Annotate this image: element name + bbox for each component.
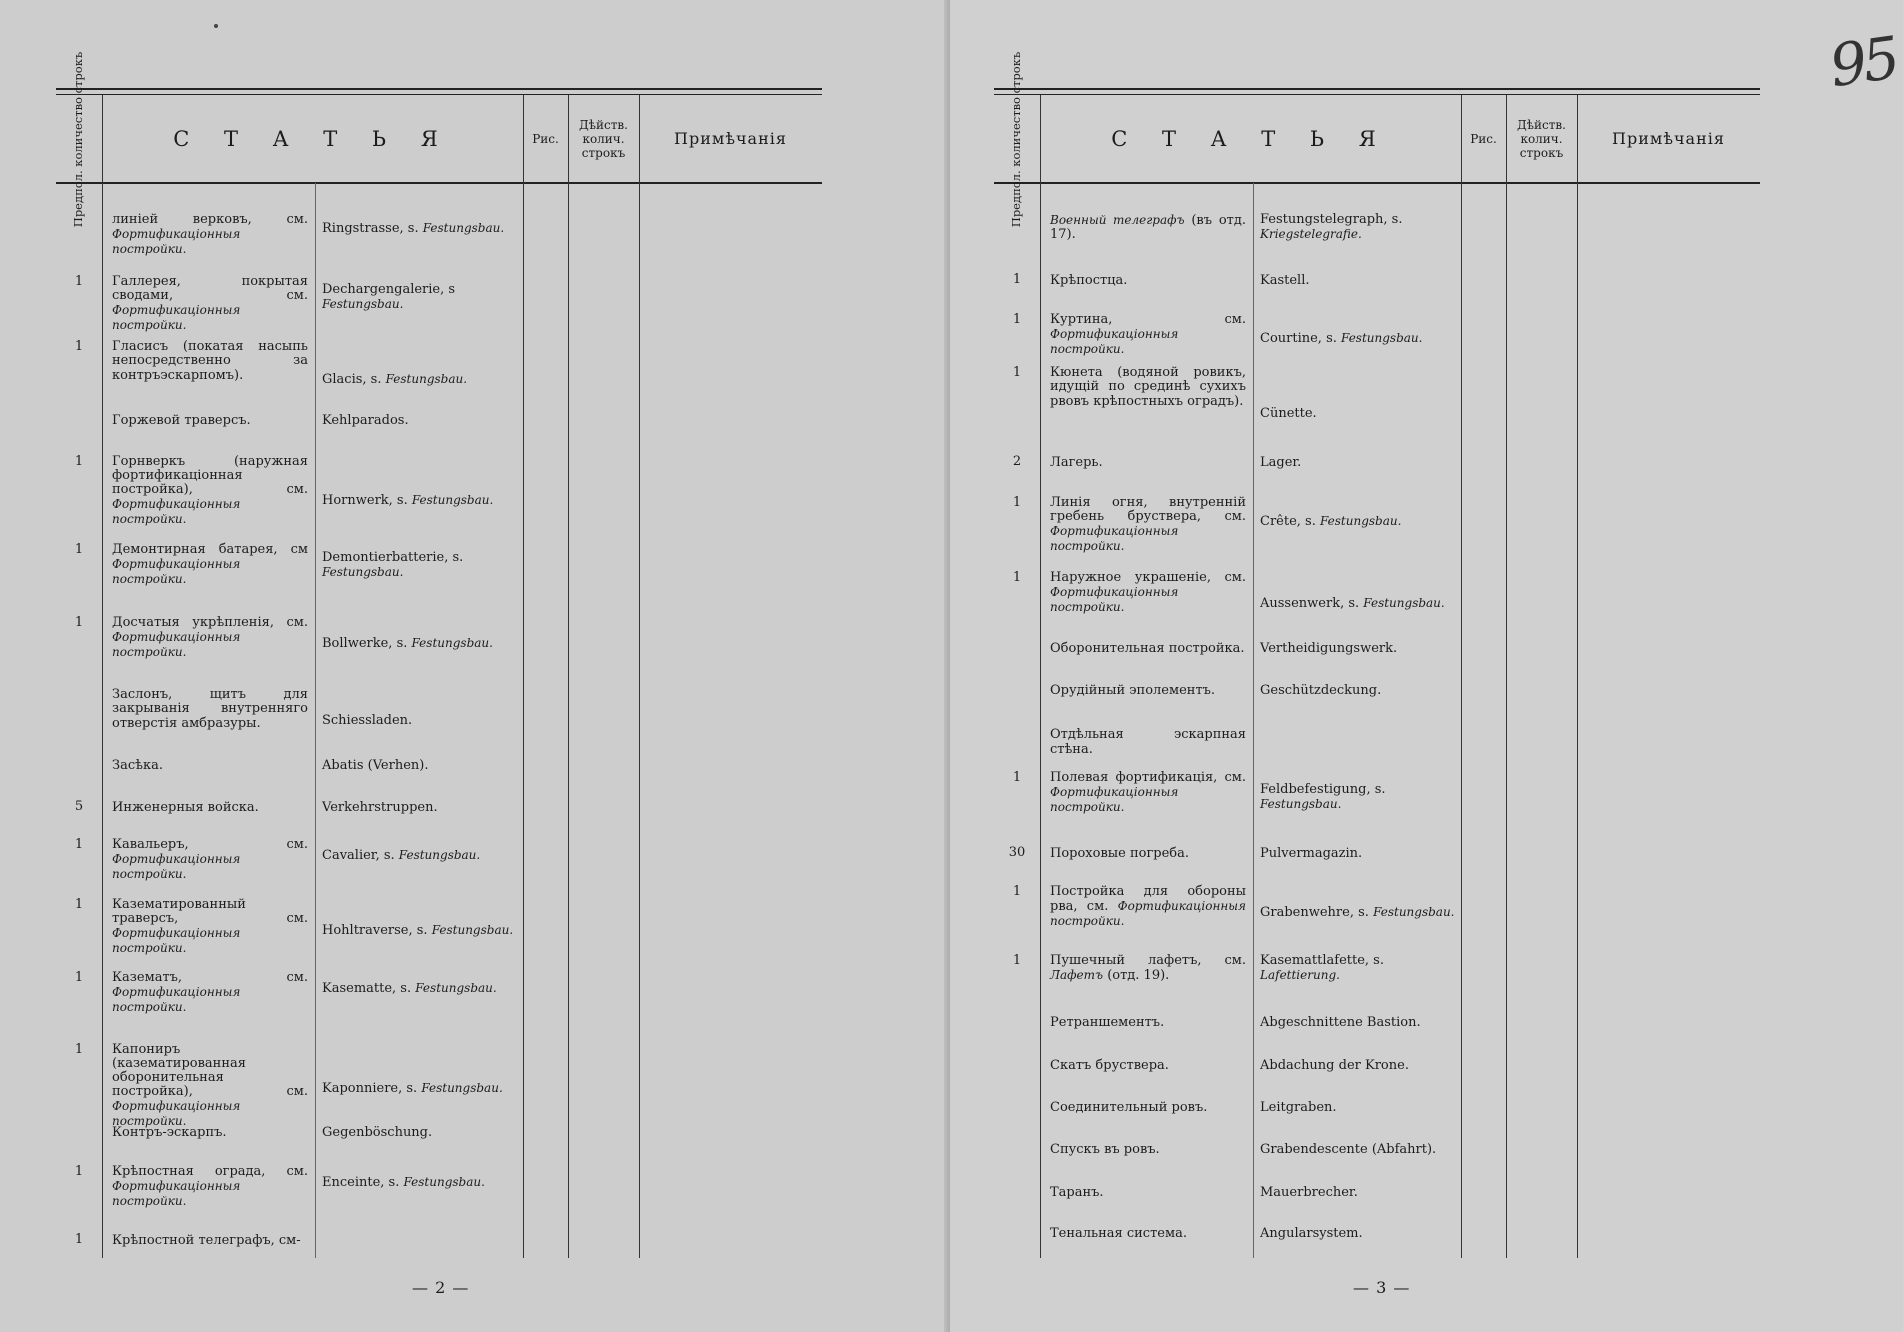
russian-term: [1050, 1015, 1246, 1030]
term-text: Наружное украшеніе, см.: [1050, 570, 1246, 585]
term-text: Кавальеръ, см.: [112, 837, 308, 852]
russian-term: [1050, 954, 1246, 983]
term-text: Крѣпостца.: [1050, 273, 1128, 288]
german-reference: Festungsbau.: [322, 565, 404, 579]
line-count: 1: [74, 542, 84, 557]
col-divider: [1040, 95, 1041, 1258]
russian-term: [112, 275, 308, 333]
german-reference: Lafettierung.: [1260, 968, 1340, 982]
german-reference: Festungsbau.: [415, 981, 497, 995]
term-text: Крѣпостной телеграфъ, см-: [112, 1233, 301, 1248]
german-text: Abgeschnittene Bastion.: [1260, 1015, 1421, 1030]
term-text: Скатъ бруствера.: [1050, 1058, 1169, 1073]
german-reference: Festungsbau.: [422, 221, 505, 235]
line-count: 1: [1012, 770, 1022, 785]
german-text: Gegenböschung.: [322, 1125, 433, 1140]
line-count: 1: [74, 1164, 84, 1179]
term-reference: Фортификаціонныя постройки.: [112, 985, 241, 1014]
german-term: [322, 283, 518, 312]
col-divider: [102, 95, 103, 1258]
russian-term: [1050, 571, 1246, 615]
german-reference: Kriegstelegrafie.: [1260, 227, 1362, 241]
german-text: Courtine, s.: [1260, 331, 1337, 346]
term-section: (въ отд. 17).: [1050, 213, 1246, 242]
term-reference: Фортификаціонныя постройки.: [1050, 585, 1179, 614]
term-reference: Фортификаціонныя постройки.: [112, 303, 241, 332]
german-text: Enceinte, s.: [322, 1175, 400, 1190]
russian-term: [112, 1165, 308, 1209]
line-count: 1: [1012, 953, 1022, 968]
header-article: С Т А Т Ь Я: [173, 127, 452, 151]
col-divider: [523, 95, 524, 1258]
german-term: [1260, 273, 1456, 288]
russian-term: [1050, 885, 1246, 929]
german-term: [322, 493, 518, 508]
term-text: Тенальная система.: [1050, 1226, 1187, 1241]
term-text: Лагерь.: [1050, 455, 1103, 470]
german-term: [1260, 514, 1456, 529]
german-text: Lager.: [1260, 455, 1302, 470]
term-text: Оборонительная постройка.: [1050, 641, 1245, 656]
german-term: [1260, 783, 1456, 812]
german-reference: Festungsbau.: [403, 1175, 485, 1189]
term-text: Линія огня, внутренній гребень бруствера, см.: [1050, 495, 1246, 524]
german-term: [322, 1125, 518, 1140]
header-figure: Рис.: [532, 132, 559, 146]
term-reference: Фортификаціонныя постройки.: [112, 1099, 241, 1128]
col-divider: [1461, 95, 1462, 1258]
russian-term: [1050, 1142, 1246, 1157]
german-term: [322, 1081, 518, 1096]
header-notes: Примѣчанія: [674, 129, 787, 148]
col-divider: [639, 95, 640, 1258]
german-term: [1260, 1226, 1456, 1241]
ink-dot: [214, 24, 218, 28]
german-term: [322, 413, 518, 428]
german-term: [322, 551, 518, 580]
russian-term: [112, 758, 308, 773]
term-text: Засѣка.: [112, 758, 163, 773]
table-top-rule: [56, 88, 822, 95]
term-text: Крѣпостная ограда, см.: [112, 1164, 308, 1179]
german-reference: Festungsbau.: [421, 1081, 503, 1095]
line-count: 1: [1012, 884, 1022, 899]
term-reference: Фортификаціонныя постройки.: [1050, 899, 1246, 928]
german-reference: Festungsbau.: [322, 297, 404, 311]
german-text: Kasemattlafette, s.: [1260, 953, 1384, 968]
term-reference: Фортификаціонныя постройки.: [1050, 327, 1179, 356]
russian-term: [1050, 1100, 1246, 1115]
german-term: [322, 981, 518, 996]
line-count: 1: [1012, 570, 1022, 585]
german-term: [1260, 1142, 1456, 1157]
german-term: [1260, 1058, 1456, 1073]
russian-term: [1050, 771, 1246, 815]
line-count: 1: [74, 1042, 84, 1057]
german-term: [1260, 905, 1456, 920]
term-text: Пороховые погреба.: [1050, 846, 1189, 861]
header-figure: Рис.: [1470, 132, 1497, 146]
term-text: Контръ-эскарпъ.: [112, 1125, 227, 1140]
russian-term: [1050, 1226, 1246, 1241]
russian-term: [112, 971, 308, 1015]
german-text: Cünette.: [1260, 406, 1317, 421]
german-text: Bollwerke, s.: [322, 636, 408, 651]
german-term: [322, 758, 518, 773]
german-reference: Festungsbau.: [1260, 797, 1342, 811]
german-text: Demontierbatterie, s.: [322, 550, 464, 565]
german-text: Leitgraben.: [1260, 1100, 1337, 1115]
russian-term: [1050, 213, 1246, 242]
german-term: [1260, 954, 1456, 983]
line-count: 1: [74, 339, 84, 354]
german-term: [1260, 683, 1456, 698]
russian-term: [112, 688, 308, 731]
term-text: Спускъ въ ровъ.: [1050, 1142, 1160, 1157]
term-text: Кюнета (водяной ровикъ, идущій по срединѣ сухихъ рвовъ крѣпостныхъ оградъ).: [1050, 365, 1246, 409]
german-term: [1260, 1100, 1456, 1115]
german-term: [1260, 455, 1456, 470]
german-text: Abdachung der Krone.: [1260, 1058, 1409, 1073]
term-text: Полевая фортификація, см.: [1050, 770, 1246, 785]
term-text: Постройка для обороны рва, см.: [1050, 884, 1246, 914]
table-top-rule: [994, 88, 1760, 95]
header-bottom-rule: [56, 182, 822, 187]
german-text: Glacis, s.: [322, 372, 382, 387]
russian-term: [1050, 366, 1246, 409]
russian-term: [1050, 455, 1246, 470]
german-term: [1260, 846, 1456, 861]
russian-term: [1050, 728, 1246, 757]
header-actual: Дѣйств. колич. строкъ: [579, 118, 628, 160]
german-term: [322, 1175, 518, 1190]
term-reference: Фортификаціонныя постройки.: [1050, 785, 1179, 814]
col-divider: [1577, 95, 1578, 1258]
col-divider: [1506, 95, 1507, 1258]
german-term: [322, 848, 518, 863]
german-reference: Festungsbau.: [411, 493, 494, 507]
german-text: Pulvermagazin.: [1260, 846, 1363, 861]
german-text: Kasematte, s.: [322, 981, 412, 996]
term-reference: Фортификаціонныя постройки.: [112, 926, 241, 955]
term-text: Ретраншементъ.: [1050, 1015, 1165, 1030]
line-count: 5: [74, 799, 84, 814]
russian-term: [112, 1125, 308, 1140]
german-text: Aussenwerk, s.: [1260, 596, 1360, 611]
german-text: Schiessladen.: [322, 713, 413, 728]
line-count: 1: [1012, 495, 1022, 510]
german-text: Cavalier, s.: [322, 848, 395, 863]
german-term: [322, 372, 518, 387]
left-page: [0, 0, 950, 1332]
term-text: Инженерныя войска.: [112, 800, 259, 815]
russian-term: [112, 1043, 308, 1129]
russian-term: [1050, 313, 1246, 357]
german-text: Kehlparados.: [322, 413, 409, 428]
german-term: [1260, 641, 1456, 656]
term-text: линіей верковъ, см.: [112, 212, 308, 227]
russian-term: [112, 800, 308, 815]
right-page: [950, 0, 1903, 1332]
line-count: 1: [74, 837, 84, 852]
col-divider: [1253, 183, 1254, 1258]
term-text: Галлерея, покрытая сводами, см.: [112, 274, 308, 303]
term-text: Отдѣльная эскарпная стѣна.: [1050, 727, 1246, 757]
russian-term: [1050, 846, 1246, 861]
russian-term: [112, 1233, 308, 1248]
term-text: Таранъ.: [1050, 1185, 1104, 1200]
german-term: [1260, 596, 1456, 611]
line-count: 2: [1012, 454, 1022, 469]
right-table: [994, 51, 1760, 1258]
left-table: [56, 51, 822, 1258]
german-text: Festungstelegraph, s.: [1260, 212, 1403, 227]
german-reference: Festungsbau.: [1341, 331, 1423, 345]
german-text: Kaponniere, s.: [322, 1081, 418, 1096]
term-reference: Фортификаціонныя постройки.: [112, 630, 241, 659]
header-article: С Т А Т Ь Я: [1111, 127, 1390, 151]
german-text: Ringstrasse, s.: [322, 221, 419, 236]
term-text: Демонтирная батарея, см: [112, 542, 308, 557]
russian-term: [1050, 1058, 1246, 1073]
line-count: 1: [1012, 272, 1022, 287]
russian-term: [112, 455, 308, 527]
line-count: 1: [74, 274, 84, 289]
russian-term: [112, 340, 308, 383]
russian-term: [1050, 496, 1246, 554]
russian-term: [112, 898, 308, 956]
german-text: Vertheidigungswerk.: [1260, 641, 1398, 656]
german-term: [1260, 331, 1456, 346]
german-reference: Festungsbau.: [398, 848, 481, 862]
russian-term: [1050, 641, 1246, 656]
german-text: Angularsystem.: [1260, 1226, 1363, 1241]
term-text: Пушечный лафетъ, см.: [1050, 953, 1246, 968]
german-term: [322, 713, 518, 728]
header-count: Предпол. количество строкъ: [1009, 51, 1024, 227]
term-text: Заслонъ, щитъ для закрыванія внутренняго отверстія амбразуры.: [112, 687, 308, 731]
header-notes: Примѣчанія: [1612, 129, 1725, 148]
russian-term: [112, 616, 308, 660]
term-text: Капониръ (казематированная оборонительная постройка), см.: [112, 1042, 308, 1099]
german-text: Hohltraverse, s.: [322, 923, 428, 938]
header-count: Предпол. количество строкъ: [71, 51, 86, 227]
term-reference: Фортификаціонныя постройки.: [112, 497, 241, 526]
term-reference: Лафетъ: [1050, 968, 1104, 982]
line-count: 1: [1012, 365, 1022, 380]
german-term: [322, 923, 518, 938]
german-reference: Festungsbau.: [431, 923, 514, 937]
german-term: [1260, 406, 1456, 421]
term-text: Досчатыя укрѣпленія, см.: [112, 615, 308, 630]
line-count: 1: [74, 615, 84, 630]
header-bottom-rule: [994, 182, 1760, 187]
page-folio: — 2 —: [412, 1278, 470, 1297]
german-text: Dechargengalerie, s: [322, 282, 456, 297]
term-text: Орудійный эполементъ.: [1050, 683, 1216, 698]
term-text: Горжевой траверсъ.: [112, 413, 251, 428]
term-reference: Фортификаціонныя постройки.: [112, 227, 241, 256]
handwritten-page-number: 95: [1825, 23, 1901, 101]
german-text: Abatis (Verhen).: [322, 758, 429, 773]
term-section: (отд. 19).: [1107, 968, 1170, 983]
col-divider: [315, 183, 316, 1258]
german-reference: Festungsbau.: [1363, 596, 1445, 610]
russian-term: [1050, 683, 1246, 698]
term-text: Казематированный траверсъ, см.: [112, 897, 308, 926]
german-text: Verkehrstruppen.: [322, 800, 438, 815]
russian-term: [1050, 273, 1246, 288]
line-count: 1: [1012, 312, 1022, 327]
german-text: Kastell.: [1260, 273, 1310, 288]
russian-term: [112, 413, 308, 428]
page-folio: — 3 —: [1353, 1278, 1411, 1297]
german-text: Feldbefestigung, s.: [1260, 782, 1386, 797]
german-term: [322, 800, 518, 815]
russian-term: [1050, 1185, 1246, 1200]
russian-term: [112, 543, 308, 587]
line-count: 1: [74, 454, 84, 469]
russian-term: [112, 838, 308, 882]
russian-term: [112, 213, 308, 257]
german-term: [322, 636, 518, 651]
german-text: Crête, s.: [1260, 514, 1316, 529]
german-term: [322, 221, 518, 236]
line-count: 1: [74, 970, 84, 985]
term-reference: Фортификаціонныя постройки.: [112, 852, 241, 881]
german-reference: Festungsbau.: [1319, 514, 1402, 528]
term-text: Гласисъ (покатая насыпь непосредственно за контръэскарпомъ).: [112, 339, 308, 383]
german-text: Geschützdeckung.: [1260, 683, 1382, 698]
term-reference: Фортификаціонныя постройки.: [1050, 524, 1179, 553]
line-count: 1: [74, 897, 84, 912]
german-text: Grabendescente (Abfahrt).: [1260, 1142, 1437, 1157]
term-reference: Фортификаціонныя постройки.: [112, 557, 241, 586]
german-text: Hornwerk, s.: [322, 493, 408, 508]
line-count: 30: [1008, 845, 1026, 860]
german-term: [1260, 1185, 1456, 1200]
term-text: Куртина, см.: [1050, 312, 1246, 327]
german-term: [1260, 1015, 1456, 1030]
header-actual: Дѣйств. колич. строкъ: [1517, 118, 1566, 160]
term-text: Соединительный ровъ.: [1050, 1100, 1208, 1115]
term-reference: Фортификаціонныя постройки.: [112, 1179, 241, 1208]
term-text: Горнверкъ (наружная фортификаціонная постройка), см.: [112, 454, 308, 497]
term-text: Казематъ, см.: [112, 970, 308, 985]
german-term: [1260, 213, 1456, 242]
line-count: 1: [74, 1232, 84, 1247]
col-divider: [568, 95, 569, 1258]
german-reference: Festungsbau.: [1373, 905, 1455, 919]
term-reference: Военный телеграфъ: [1050, 213, 1185, 227]
german-text: Grabenwehre, s.: [1260, 905, 1369, 920]
german-reference: Festungsbau.: [411, 636, 493, 650]
german-reference: Festungsbau.: [385, 372, 468, 386]
german-text: Mauerbrecher.: [1260, 1185, 1358, 1200]
